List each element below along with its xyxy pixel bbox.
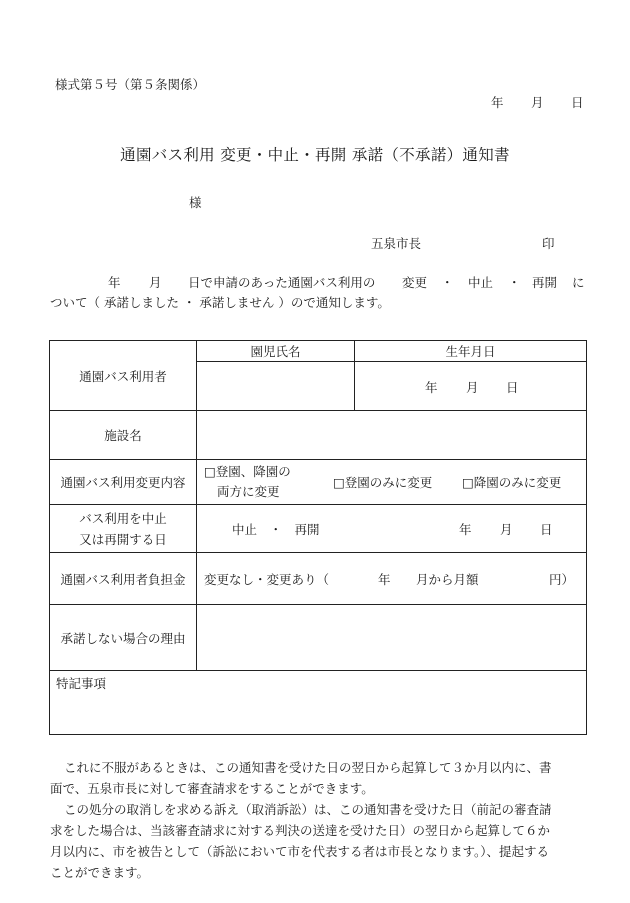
stop-resume-field[interactable] [197,505,587,553]
bus-user-label-cell [50,341,197,411]
lawsuit-paragraph-line-4: ことができます。 [50,865,150,880]
particle-ni: に [572,275,585,290]
birth-day-label: 日 [506,380,519,395]
fee-month-from-label: 月から月額 [416,572,479,587]
lawsuit-paragraph-line-2: 求をした場合は、当該審査請求に対する判決の送達を受けた日）の翌日から起算して６か [50,823,551,838]
change-option-both-line2[interactable]: 両方に変更 [217,484,280,499]
option-resume: 再開 [532,275,558,290]
body-month: 月 [149,275,162,290]
reason-label: 承諾しない場合の理由 [60,630,186,646]
child-name-field[interactable] [197,362,355,411]
option-stop: 中止 [468,275,494,290]
stop-year-label: 年 [459,522,472,537]
fee-year-label: 年 [378,572,391,587]
date-day-label: 日 [571,95,584,110]
notes-field[interactable] [50,671,587,735]
lawsuit-paragraph-line-1: この処分の取消しを求める訴え（取消訴訟）は、この通知書を受けた日（前記の審査請 [64,802,552,817]
change-label-cell [50,460,197,505]
facility-label: 施設名 [104,428,142,443]
lawsuit-paragraph-line-3: 月以内に、市を被告として（訴訟において市を代表する者は市長となります。）、提起する [50,844,550,859]
facility-label-cell [50,411,197,460]
stop-resume-label-cell [50,505,197,553]
birth-month-label: 月 [466,380,479,395]
appeal-paragraph-1-line-2: 面で、五泉市長に対して審査請求をすることができます。 [50,781,374,796]
child-name-header: 園児氏名 [250,344,301,359]
date-month-label: 月 [531,95,544,110]
facility-field[interactable] [197,411,587,460]
change-label: 通園バス利用変更内容 [60,475,186,490]
change-options-cell [197,460,587,505]
form-number: 様式第５号（第５条関係） [55,77,206,92]
body-text: 日で申請のあった通園バス利用の [188,275,376,290]
body-year: 年 [108,275,121,290]
change-option-both-line1[interactable]: □登園、降園の [204,464,291,479]
stop-resume-label-line1: バス利用を中止 [79,511,167,526]
fee-field[interactable] [197,553,587,605]
child-name-header-cell [197,341,355,362]
stop-month-label: 月 [500,522,513,537]
fee-yen-label: 円） [549,572,575,587]
change-option-pickup-only[interactable]: □降園のみに変更 [462,475,562,490]
issuer-name: 五泉市長 [371,236,422,251]
change-option-dropoff-only[interactable]: □登園のみに変更 [333,475,433,490]
document-title: 通園バス利用 変更・中止・再開 承諾（不承諾）通知書 [120,146,510,164]
option-change: 変更 [402,275,428,290]
reason-field[interactable] [197,605,587,671]
birthdate-header-cell [355,341,587,362]
bus-user-label: 通園バス利用者 [79,368,167,384]
fee-change-choice[interactable]: 変更なし・変更あり（ [204,572,330,587]
recipient-suffix: 様 [189,195,202,210]
separator-dot: ・ [508,275,521,290]
birthdate-header: 生年月日 [445,344,496,359]
notification-form-table [49,340,587,735]
stop-resume-label-line2: 又は再開する日 [79,532,167,547]
birthdate-field[interactable] [355,362,587,411]
birth-year-label: 年 [425,380,438,395]
reason-label-cell [50,605,197,671]
notes-label: 特記事項 [56,676,107,691]
appeal-paragraph-1-line-1: これに不服があるときは、この通知書を受けた日の翌日から起算して３か月以内に、書 [64,760,552,775]
seal-mark: 印 [542,236,555,251]
body-line-2: ついて（ 承諾しました ・ 承諾しません ）ので通知します。 [50,295,390,310]
stop-day-label: 日 [540,522,553,537]
stop-resume-choice[interactable]: 中止 ・ 再開 [232,522,320,537]
separator-dot: ・ [441,275,454,290]
fee-label: 通園バス利用者負担金 [60,571,186,587]
appeal-notice [50,757,590,883]
date-year-label: 年 [491,95,504,110]
fee-label-cell [50,553,197,605]
